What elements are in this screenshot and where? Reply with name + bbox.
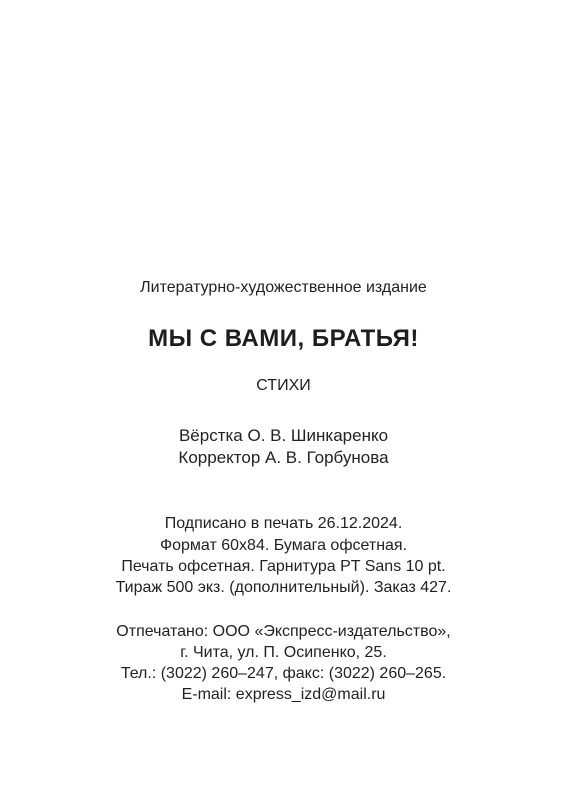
imprint-print: Печать офсетная. Гарнитура PT Sans 10 pt. — [121, 558, 446, 575]
printer-company: Отпечатано: ООО «Экспресс-издательство», — [116, 623, 451, 640]
layout-credit: Вёрстка О. В. Шинкаренко — [178, 426, 389, 445]
book-title: МЫ С ВАМИ, БРАТЬЯ! — [148, 325, 419, 352]
printer-email: E-mail: express_izd@mail.ru — [181, 686, 386, 703]
imprint-format: Формат 60x84. Бумага офсетная. — [159, 537, 408, 554]
printer-phone: Тел.: (3022) 260–247, факс: (3022) 260–265. — [120, 665, 447, 682]
printer-address: г. Чита, ул. П. Осипенко, 25. — [180, 644, 387, 661]
book-subtitle: СТИХИ — [256, 377, 311, 394]
genre-line: Литературно-художественное издание — [140, 279, 427, 296]
imprint-circulation: Тираж 500 экз. (дополнительный). Заказ 427. — [115, 579, 452, 596]
proofreader-credit: Корректор А. В. Горбунова — [178, 448, 389, 467]
imprint-signed: Подписано в печать 26.12.2024. — [164, 515, 403, 532]
